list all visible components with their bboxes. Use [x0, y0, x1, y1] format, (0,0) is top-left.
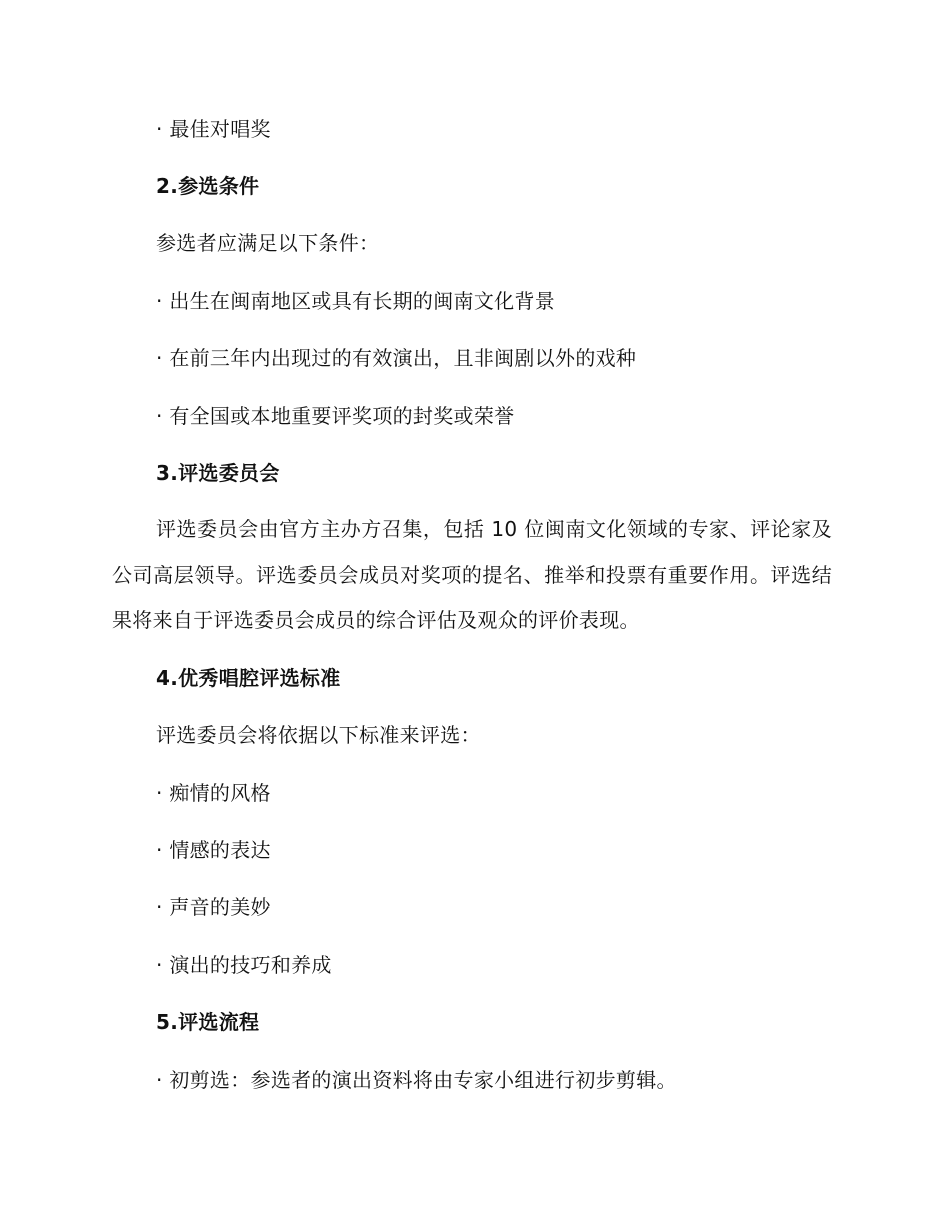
- list-item: · 出生在闽南地区或具有长期的闽南文化背景: [156, 289, 556, 313]
- list-item: · 痴情的风格: [156, 781, 271, 805]
- section-2-heading: 2.参选条件: [156, 174, 260, 198]
- list-item: · 声音的美妙: [156, 895, 271, 919]
- list-item: · 在前三年内出现过的有效演出，且非闽剧以外的戏种: [156, 346, 637, 370]
- section-2-intro: 参选者应满足以下条件：: [156, 231, 380, 255]
- bullet-best-duet: · 最佳对唱奖: [156, 117, 271, 141]
- section-5-heading: 5.评选流程: [156, 1010, 260, 1034]
- list-item: · 有全国或本地重要评奖项的封奖或荣誉: [156, 404, 515, 428]
- section-3-heading: 3.评选委员会: [156, 461, 280, 485]
- list-item: · 情感的表达: [156, 838, 271, 862]
- section-3-paragraph: 评选委员会由官方主办方召集，包括 10 位闽南文化领域的专家、评论家及公司高层领导。评选委员会成员对奖项的提名、推举和投票有重要作用。评选结果将来自于评选委员会成员的综合评估及观众的评价表现。: [112, 517, 832, 632]
- section-4-heading: 4.优秀唱腔评选标准: [156, 666, 341, 690]
- list-item: · 初剪选：参选者的演出资料将由专家小组进行初步剪辑。: [156, 1068, 677, 1092]
- list-item: · 演出的技巧和养成: [156, 953, 332, 977]
- section-4-intro: 评选委员会将依据以下标准来评选：: [156, 723, 481, 747]
